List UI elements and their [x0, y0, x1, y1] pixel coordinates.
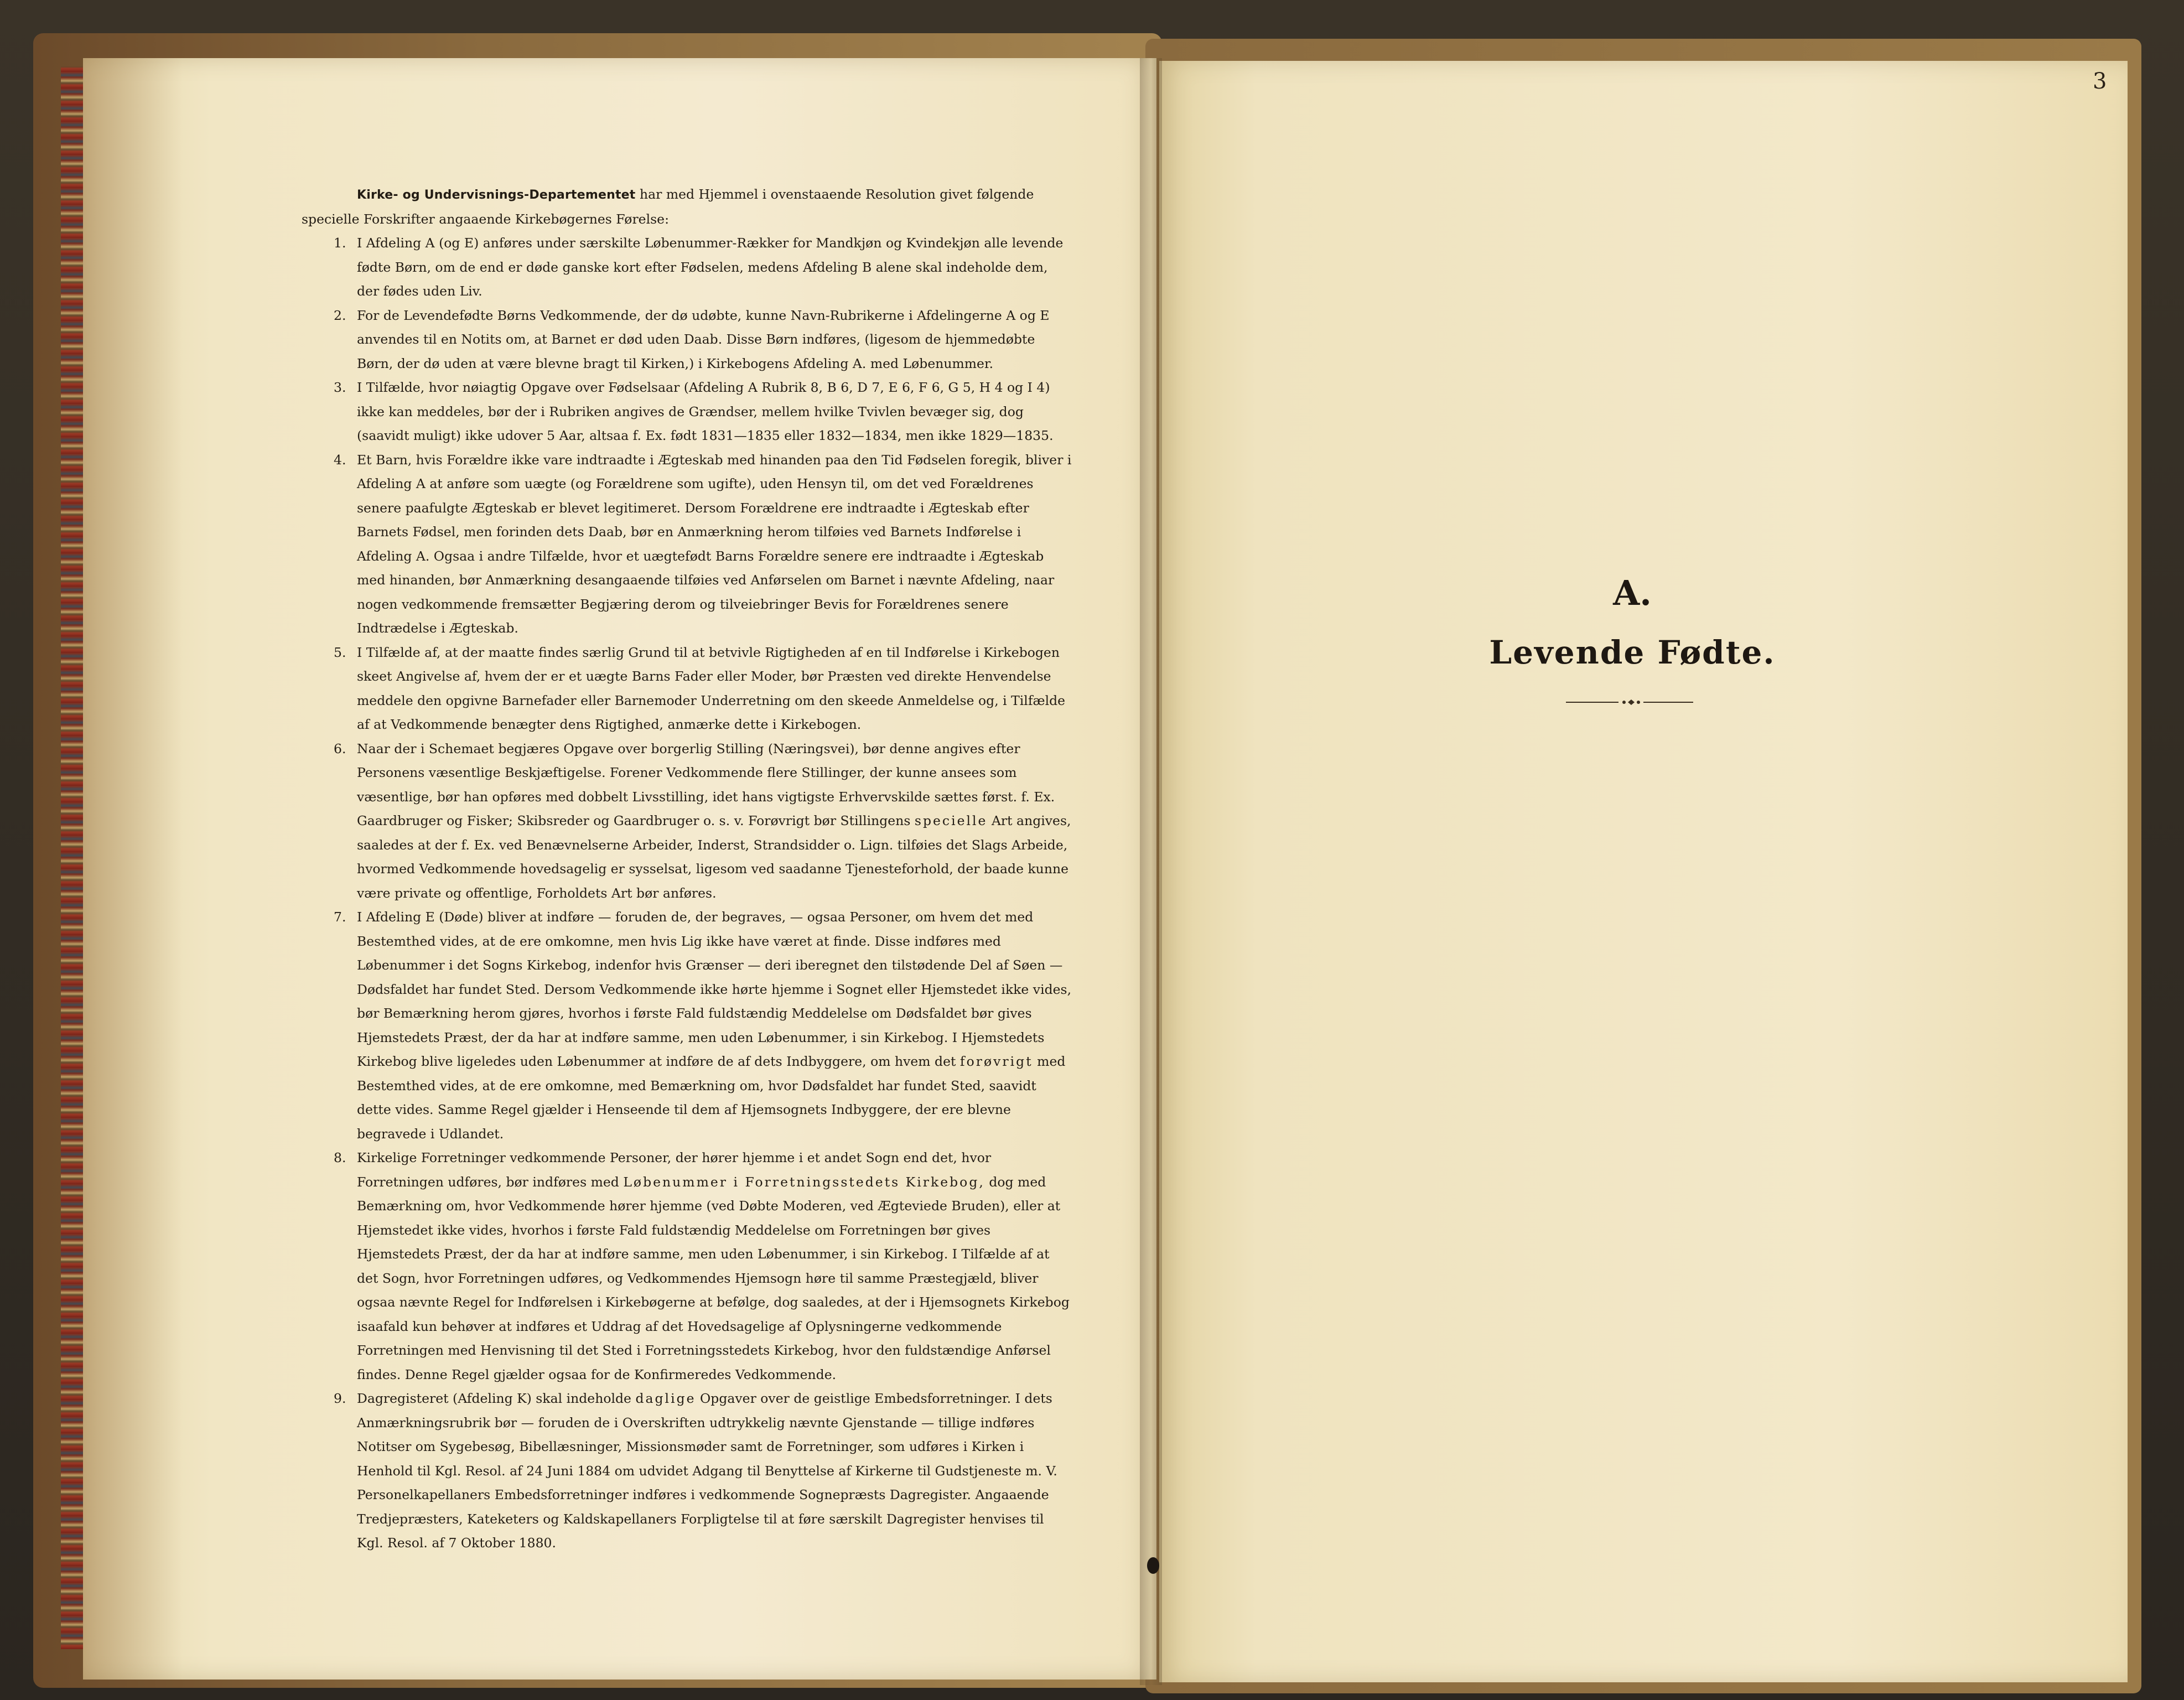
- item-number: 6.: [334, 740, 346, 756]
- item-number: 7.: [334, 909, 346, 925]
- item-number: 4.: [334, 452, 346, 468]
- item-number: 9.: [334, 1391, 346, 1406]
- binding-hole: [1147, 1557, 1159, 1574]
- item-text: Et Barn, hvis Forældre ikke vare indtraadte i Ægteskab med hinanden paa den Tid Fødselen foregik, bliver i Afdeling A at anføre som uægte (og Forældrene som ugifte), uden Hensyn til, om det ved Forældrenes senere paafulgte Ægteskab er blevet legitimeret. Dersom Forældrene ere indtraadte i Ægteskab efter Barnets Fødsel, men forinden dets Daab, bør en Anmærkning herom tilføies ved Barnets Indførelse i Afdeling A. Ogsaa i andre Tilfælde, hvor et uægtefødt Barns Forældre senere ere indtraadte i Ægteskab med hinanden, bør Anmærkning desangaaende tilføies ved Anførselen om Barnet i nævnte Afdeling, naar nogen vedkommende fremsætter Begjæring derom og tilveiebringer Bevis for Forældrenes senere Indtrædelse i Ægteskab.: [357, 452, 1072, 636]
- item-text-spaced: Løbenummer i Forretningsstedets Kirkebog,: [623, 1174, 985, 1190]
- item-text: Opgaver over de geistlige Embedsforretninger. I dets Anmærkningsrubrik bør — foruden de i Overskriften udtrykkelig nævnte Gjenstande — tillige indføres Notitser om Sygebesøg, Bibellæsninger, Missionsmøder samt de Forretninger, som udføres i Kirken i Henhold til Kgl. Resol. af 24 Juni 1884 om udvidet Adgang til Benyttelse af Kirkerne til Gudstjeneste m. V. Personelkapellaners Embedsforretninger indføres i vedkommende Sognepræsts Dagregister. Angaaende Tredjepræsters, Kateketers og Kaldskapellaners Forpligtelse til at føre særskilt Dagregister henvises til Kgl. Resol. af 7 Oktober 1880.: [357, 1391, 1057, 1551]
- item-text: I Afdeling E (Døde) bliver at indføre — foruden de, der begraves, — ogsaa Personer, om hvem det med Bestemthed vides, at de ere omkomne, men hvis Lig ikke have været at finde. Disse indføres med Løbenummer i det Sogns Kirkebog, indenfor hvis Grænser — deri iberegnet den tilstødende Del af Søen — Dødsfaldet har fundet Sted. Dersom Vedkommende ikke hørte hjemme i Sognet eller Hjemstedet ikke vides, bør Bemærkning herom gjøres, hvorhos i første Fald fuldstændig Meddelelse om Dødsfaldet bør gives Hjemstedets Præst, der da har at indføre samme, men uden Løbenummer, i sin Kirkebog. I Hjemstedets Kirkebog blive ligeledes uden Løbenummer at indføre de af dets Indbyggere, om hvem det: [357, 909, 1072, 1069]
- regulation-item-9: [302, 1387, 1073, 1556]
- page-number: 3: [2093, 69, 2107, 94]
- item-text: Art angives, saaledes at der f. Ex. ved Benævnelserne Arbeider, Inderst, Strandsidder o. Lign. tilføies det Slags Arbeide, hvormed Vedkommende hovedsagelig er sysselsat, ligesom ved saadanne Tjenesteforhold, der baade kunne være private og offentlige, Forholdets Art bør anføres.: [357, 813, 1071, 901]
- regulation-item-1: [302, 231, 1073, 304]
- item-number: 1.: [334, 235, 346, 251]
- regulations-text: [302, 183, 1073, 1556]
- regulation-item-6: [302, 737, 1073, 906]
- item-text: For de Levendefødte Børns Vedkommende, der dø udøbte, kunne Navn-Rubrikerne i Afdelingerne A og E anvendes til en Notits om, at Barnet er død uden Daab. Disse Børn indføres, (ligesom de hjemmedøbte Børn, der dø uden at være blevne bragt til Kirken,) i Kirkebogens Afdeling A. med Løbenummer.: [357, 307, 1050, 371]
- item-text: Naar der i Schemaet begjæres Opgave over borgerlig Stilling (Næringsvei), bør denne angives efter Personens væsentlige Beskjæftigelse. Forener Vedkommende flere Stillinger, der kunne ansees som væsentlige, bør han opføres med dobbelt Livsstilling, idet hans vigtigste Erhvervskilde sættes først. f. Ex. Gaardbruger og Fisker; Skibsreder og Gaardbruger o. s. v. Forøvrigt bør Stillingens: [357, 740, 1055, 828]
- item-text: I Tilfælde, hvor nøiagtig Opgave over Fødselsaar (Afdeling A Rubrik 8, B 6, D 7, E 6, F 6, G 5, H 4 og I 4) ikke kan meddeles, bør der i Rubriken angives de Grændser, mellem hvilke Tvivlen bevæger sig, dog (saavidt muligt) ikke udover 5 Aar, altsaa f. Ex. født 1831—1835 eller 1832—1834, men ikke 1829—1835.: [357, 380, 1054, 443]
- book-gutter: [1140, 58, 1162, 1685]
- section-title: Levende Fødte.: [1489, 634, 1776, 671]
- item-text: Kirkelige Forretninger vedkommende Personer, der hører hjemme i et andet Sogn end det, hvor Forretningen udføres, bør indføres med: [357, 1150, 992, 1190]
- item-text-spaced: daglige: [635, 1391, 696, 1406]
- ornament-divider: [1566, 698, 1693, 706]
- item-number: 5.: [334, 644, 346, 660]
- right-page: [1159, 61, 2128, 1682]
- item-text-spaced: forøvrigt: [959, 1054, 1033, 1069]
- item-text-spaced: specielle: [914, 813, 988, 828]
- intro-paragraph: [302, 183, 1073, 231]
- section-letter: A.: [1613, 573, 1652, 613]
- item-text: I Afdeling A (og E) anføres under særskilte Løbenummer-Rækker for Mandkjøn og Kvindekjøn alle levende fødte Børn, om de end er døde ganske kort efter Fødselen, medens Afdeling B alene skal indeholde dem, der fødes uden Liv.: [357, 235, 1064, 299]
- item-number: 3.: [334, 380, 346, 395]
- regulation-item-8: [302, 1146, 1073, 1387]
- regulation-item-4: [302, 448, 1073, 641]
- regulation-item-7: [302, 905, 1073, 1146]
- item-number: 2.: [334, 307, 346, 323]
- page-stain: [83, 58, 183, 1680]
- item-number: 8.: [334, 1150, 346, 1165]
- regulation-item-5: [302, 641, 1073, 737]
- item-text: dog med Bemærkning om, hvor Vedkommende hører hjemme (ved Døbte Moderen, ved Ægteviede Bruden), eller at Hjemstedet ikke vides, hvorhos i første Fald fuldstændig Meddelelse om Forretningen bør gives Hjemstedets Præst, der da har at indføre samme, men uden Løbenummer, i sin Kirkebog. I Tilfælde af at det Sogn, hvor Forretningen udføres, og Vedkommendes Hjemsogn høre til samme Præstegjæld, bliver ogsaa nævnte Regel for Indførelsen i Kirkebøgerne at befølge, dog saaledes, at der i Hjemsognets Kirkebog isaafald kun behøver at indføres et Uddrag af det Hovedsagelige af Oplysningerne vedkommende Forretningen med Henvisning til det Sted i Forretningsstedets Kirkebog, hvor den fuldstændige Anførsel findes. Denne Regel gjælder ogsaa for de Konfirmeredes Vedkommende.: [357, 1174, 1070, 1382]
- item-text: Dagregisteret (Afdeling K) skal indeholde: [357, 1391, 631, 1406]
- intro-text: har med Hjemmel i ovenstaaende Resolution givet følgende specielle Forskrifter angaaende Kirkebøgernes Førelse:: [302, 186, 1034, 227]
- regulation-item-3: [302, 376, 1073, 448]
- item-text: I Tilfælde af, at der maatte findes særlig Grund til at betvivle Rigtigheden af en til Indførelse i Kirkebogen skeet Angivelse af, hvem der er et uægte Barns Fader eller Moder, bør Præsten ved direkte Henvendelse meddele den opgivne Barnefader eller Barnemoder Underretning om den skeede Anmeldelse og, i Tilfælde af at Vedkommende benægter dens Rigtighed, anmærke dette i Kirkebogen.: [357, 644, 1066, 732]
- item-text: med Bestemthed vides, at de ere omkomne, med Bemærkning om, hvor Dødsfaldet har fundet Sted, saavidt dette vides. Samme Regel gjælder i Henseende til dem af Hjemsognets Indbyggere, der ere blevne begravede i Udlandet.: [357, 1054, 1066, 1142]
- department-heading: Kirke- og Undervisnings-Departementet: [357, 188, 636, 202]
- regulation-item-2: [302, 304, 1073, 376]
